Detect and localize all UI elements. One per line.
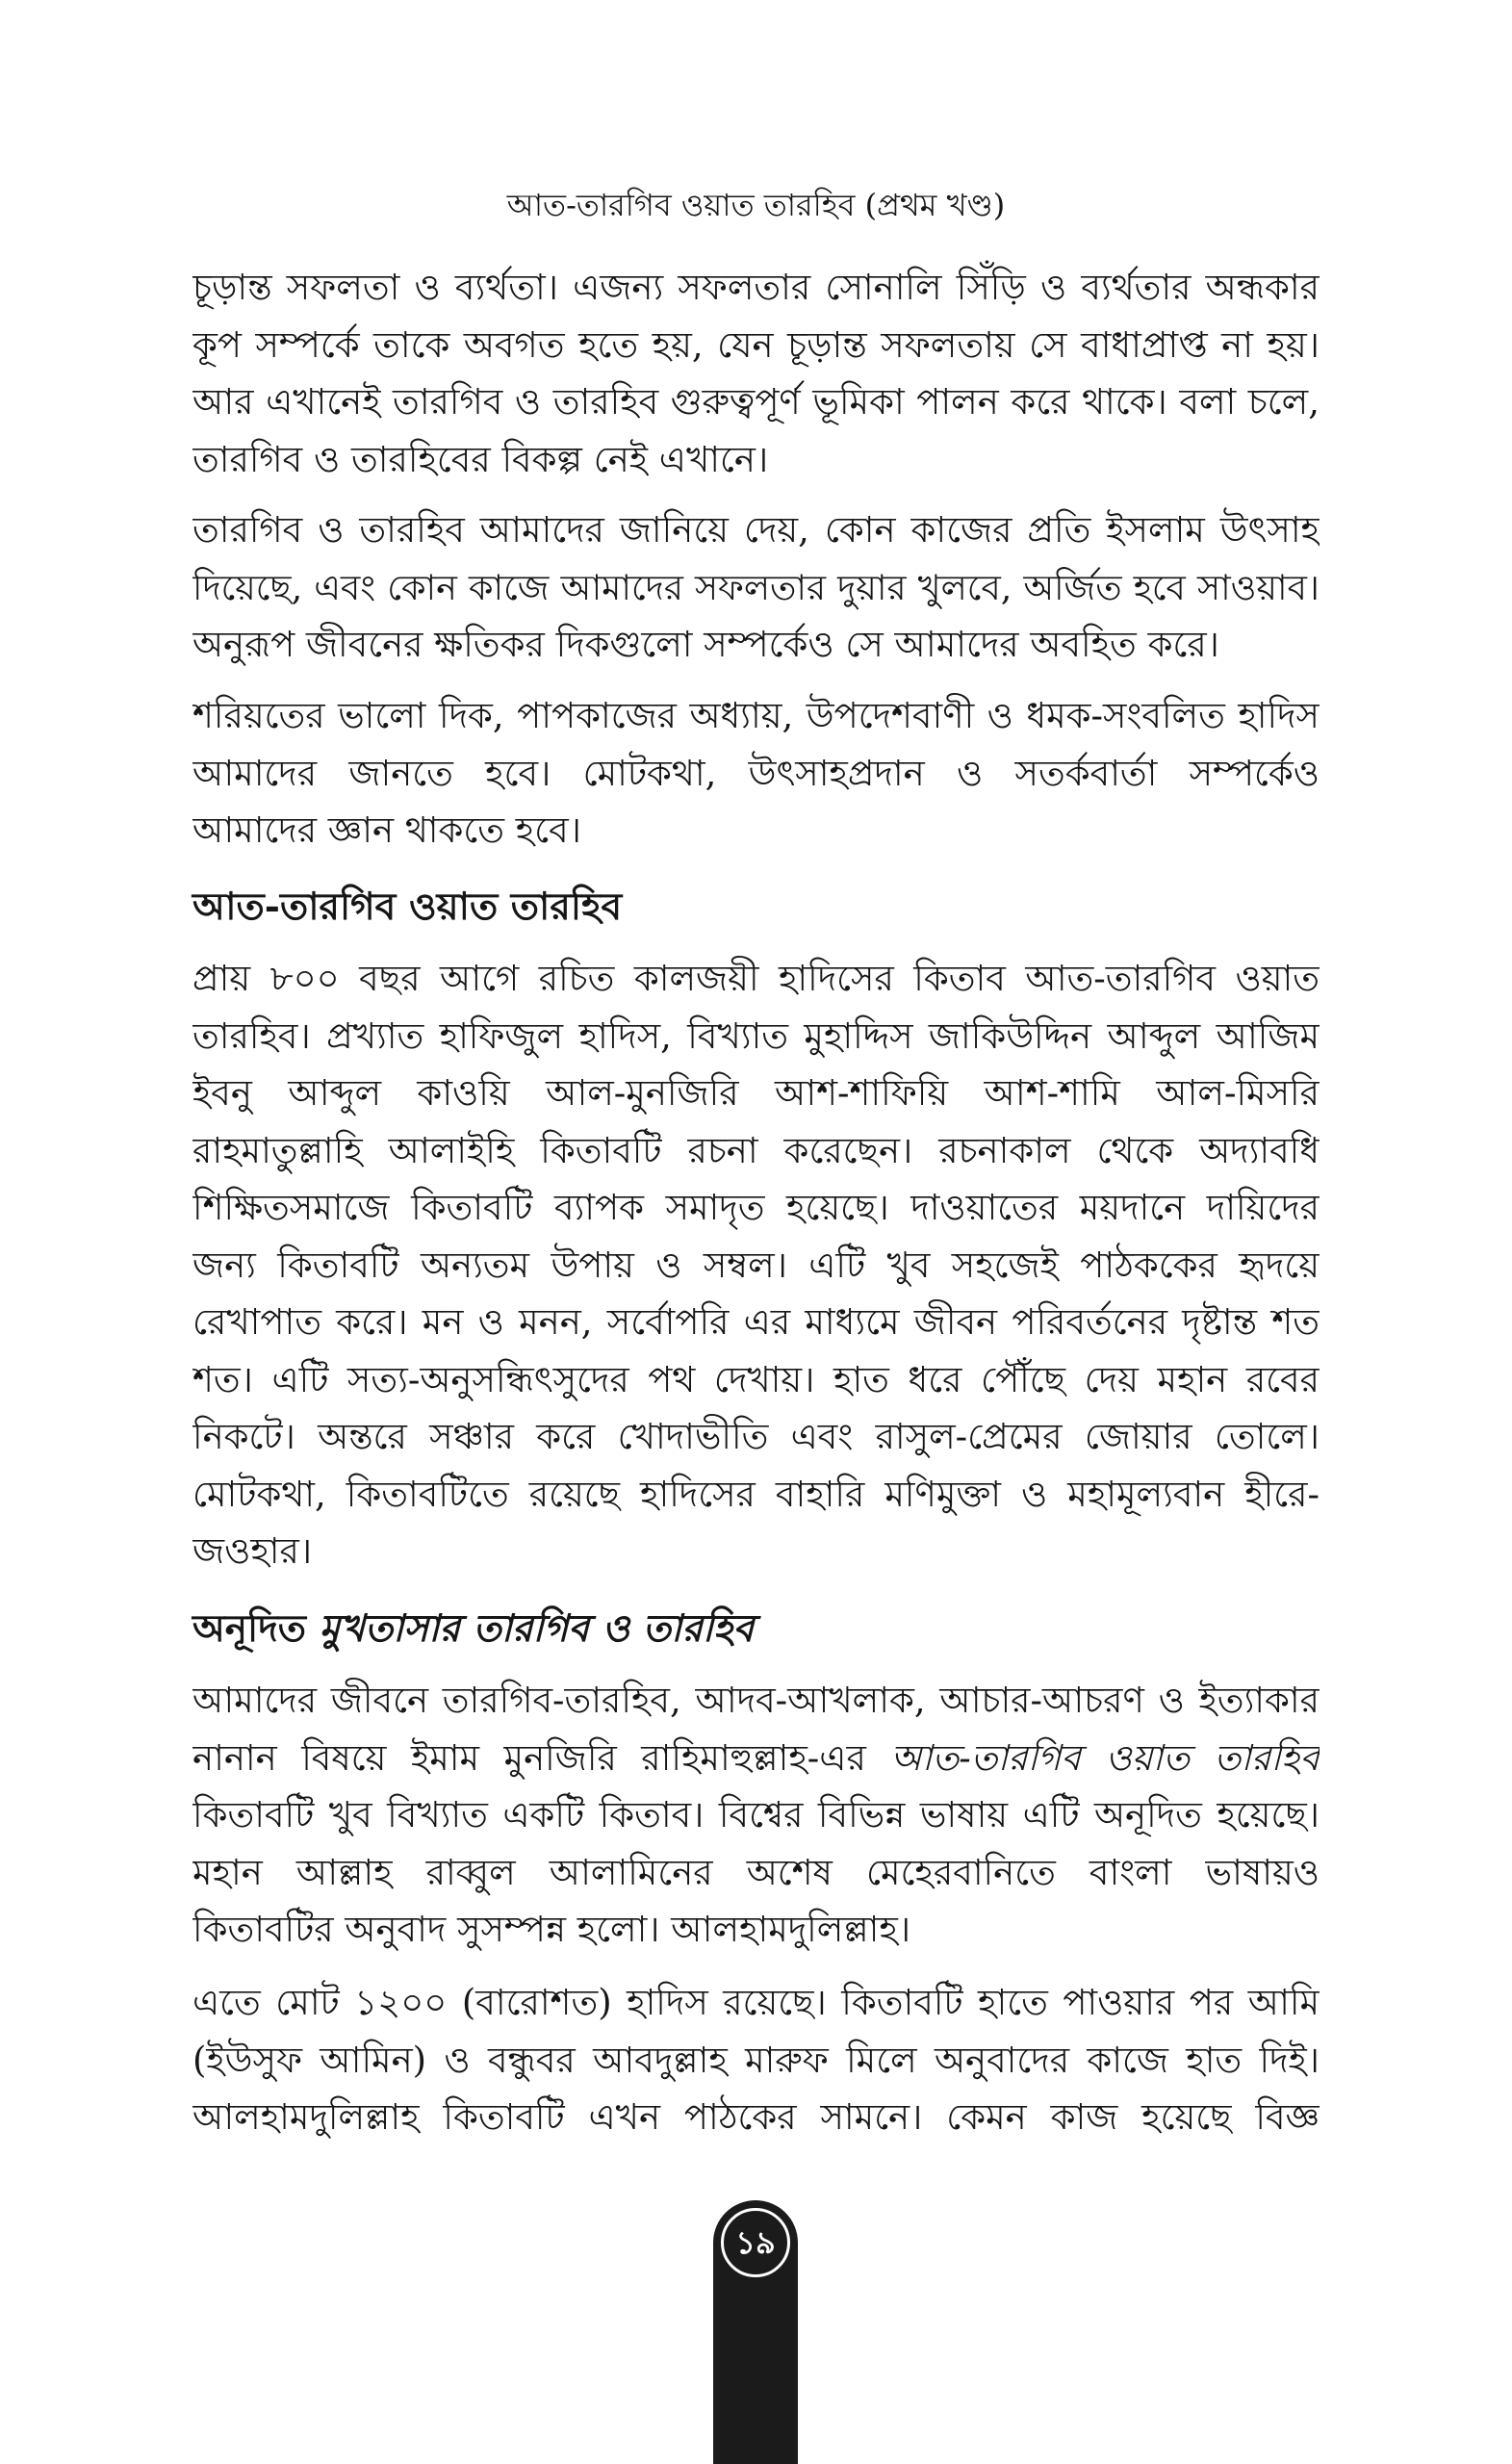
- paragraph-6-line-3: আলহামদুলিল্লাহ কিতাবটি এখন পাঠকের সামনে। কেমন কাজ হয়েছে বিজ্ঞ: [192, 2096, 1320, 2138]
- paragraph-4-line-2: তারহিব। প্রখ্যাত হাফিজুল হাদিস, বিখ্যাত মুহাদ্দিস জাকিউদ্দিন আব্দুল আজিম: [192, 1014, 1320, 1057]
- paragraph-4-line-3: ইবনু আব্দুল কাওয়ি আল-মুনজিরি আশ-শাফিয়ি আশ-শামি আল-মিসরি: [192, 1072, 1320, 1114]
- paragraph-5-line-2-book-title: আত-তারগিব ওয়াত তারহিব: [890, 1736, 1320, 1779]
- paragraph-4: [192, 950, 1320, 1580]
- paragraph-4-line-4: রাহমাতুল্লাহি আলাইহি কিতাবটি রচনা করেছেন। রচনাকাল থেকে অদ্যাবধি: [192, 1129, 1320, 1171]
- section-heading-2-book-title: মুখতাসার তারগিব ও তারহিব: [319, 1606, 755, 1651]
- section-heading-2-prefix: অনূদিত: [192, 1606, 306, 1651]
- paragraph-5-line-2-text: নানান বিষয়ে ইমাম মুনজিরি রাহিমাহুল্লাহ-এর: [192, 1736, 866, 1779]
- paragraph-2: [192, 501, 1320, 674]
- paragraph-2-line-2: দিয়েছে, এবং কোন কাজে আমাদের সফলতার দুয়ার খুলবে, অর্জিত হবে সাওয়াব।: [192, 566, 1320, 608]
- paragraph-1-line-1: চূড়ান্ত সফলতা ও ব্যর্থতা। এজন্য সফলতার সোনালি সিঁড়ি ও ব্যর্থতার অন্ধকার: [192, 267, 1320, 308]
- paragraph-2-line-1: তারগিব ও তারহিব আমাদের জানিয়ে দেয়, কোন কাজের প্রতি ইসলাম উৎসাহ: [192, 509, 1320, 551]
- paragraph-2-line-3: অনুরূপ জীবনের ক্ষতিকর দিকগুলো সম্পর্কেও সে আমাদের অবহিত করে।: [192, 624, 1219, 665]
- paragraph-1-line-3: আর এখানেই তারগিব ও তারহিব গুরুত্বপূর্ণ ভূমিকা পালন করে থাকে। বলা চলে,: [192, 381, 1320, 423]
- section-heading-1: আত-তারগিব ওয়াত তারহিব: [192, 885, 623, 929]
- paragraph-4-line-8: শত। এটি সত্য-অনুসন্ধিৎসুদের পথ দেখায়। হাত ধরে পৌঁছে দেয় মহান রবের: [192, 1358, 1320, 1400]
- paragraph-5: [192, 1672, 1320, 1959]
- paragraph-4-line-6: জন্য কিতাবটি অন্যতম উপায় ও সম্বল। এটি খুব সহজেই পাঠককের হৃদয়ে: [192, 1244, 1320, 1286]
- running-header: আত-তারগিব ওয়াত তারহিব (প্রথম খণ্ড): [506, 187, 1006, 223]
- paragraph-6: [192, 1974, 1320, 2146]
- paragraph-4-line-10: মোটকথা, কিতাবটিতে রয়েছে হাদিসের বাহারি মণিমুক্তা ও মহামূল্যবান হীরে-: [192, 1473, 1320, 1515]
- paragraph-1-line-2: কূপ সম্পর্কে তাকে অবগত হতে হয়, যেন চূড়ান্ত সফলতায় সে বাধাপ্রাপ্ত না হয়।: [192, 323, 1320, 366]
- paragraph-6-line-2: (ইউসুফ আমিন) ও বন্ধুবর আবদুল্লাহ মারুফ মিলে অনুবাদের কাজে হাত দিই।: [192, 2039, 1320, 2081]
- paragraph-5-line-1: আমাদের জীবনে তারগিব-তারহিব, আদব-আখলাক, আচার-আচরণ ও ইত্যাকার: [192, 1680, 1320, 1721]
- paragraph-4-line-9: নিকটে। অন্তরে সঞ্চার করে খোদাভীতি এবং রাসুল-প্রেমের জোয়ার তোলে।: [192, 1416, 1320, 1457]
- page-number: ১৯: [721, 2208, 790, 2277]
- paragraph-6-line-1: এতে মোট ১২০০ (বারোশত) হাদিস রয়েছে। কিতাবটি হাতে পাওয়ার পর আমি: [192, 1982, 1320, 2023]
- paragraph-3: [192, 687, 1320, 860]
- paragraph-4-line-5: শিক্ষিতসমাজে কিতাবটি ব্যাপক সমাদৃত হয়েছে। দাওয়াতের ময়দানে দায়িদের: [192, 1187, 1320, 1228]
- page-number-tab: [713, 2200, 798, 2464]
- paragraph-5-line-3: কিতাবটি খুব বিখ্যাত একটি কিতাব। বিশ্বের বিভিন্ন ভাষায় এটি অনূদিত হয়েছে।: [192, 1794, 1320, 1835]
- paragraph-5-line-5: কিতাবটির অনুবাদ সুসম্পন্ন হলো। আলহামদুলিল্লাহ।: [192, 1909, 911, 1950]
- paragraph-4-line-11: জওহার।: [192, 1530, 313, 1572]
- section-heading-2: [192, 1600, 1320, 1657]
- paragraph-3-line-1: শরিয়তের ভালো দিক, পাপকাজের অধ্যায়, উপদেশবাণী ও ধমক-সংবলিত হাদিস: [192, 695, 1320, 736]
- paragraph-1: [192, 259, 1320, 488]
- paragraph-4-line-7: রেখাপাত করে। মন ও মনন, সর্বোপরি এর মাধ্যমে জীবন পরিবর্তনের দৃষ্টান্ত শত: [192, 1301, 1320, 1343]
- paragraph-3-line-3: আমাদের জ্ঞান থাকতে হবে।: [192, 809, 581, 851]
- paragraph-3-line-2: আমাদের জানতে হবে। মোটকথা, উৎসাহপ্রদান ও সতর্কবার্তা সম্পর্কেও: [192, 752, 1320, 794]
- paragraph-1-line-4: তারগিব ও তারহিবের বিকল্প নেই এখানে।: [192, 438, 769, 480]
- paragraph-5-line-4: মহান আল্লাহ রাব্বুল আলামিনের অশেষ মেহেরবানিতে বাংলা ভাষায়ও: [192, 1851, 1320, 1893]
- paragraph-4-line-1: প্রায় ৮০০ বছর আগে রচিত কালজয়ী হাদিসের কিতাব আত-তারগিব ওয়াত: [192, 958, 1320, 999]
- paragraph-5-line-2: [192, 1730, 1320, 1787]
